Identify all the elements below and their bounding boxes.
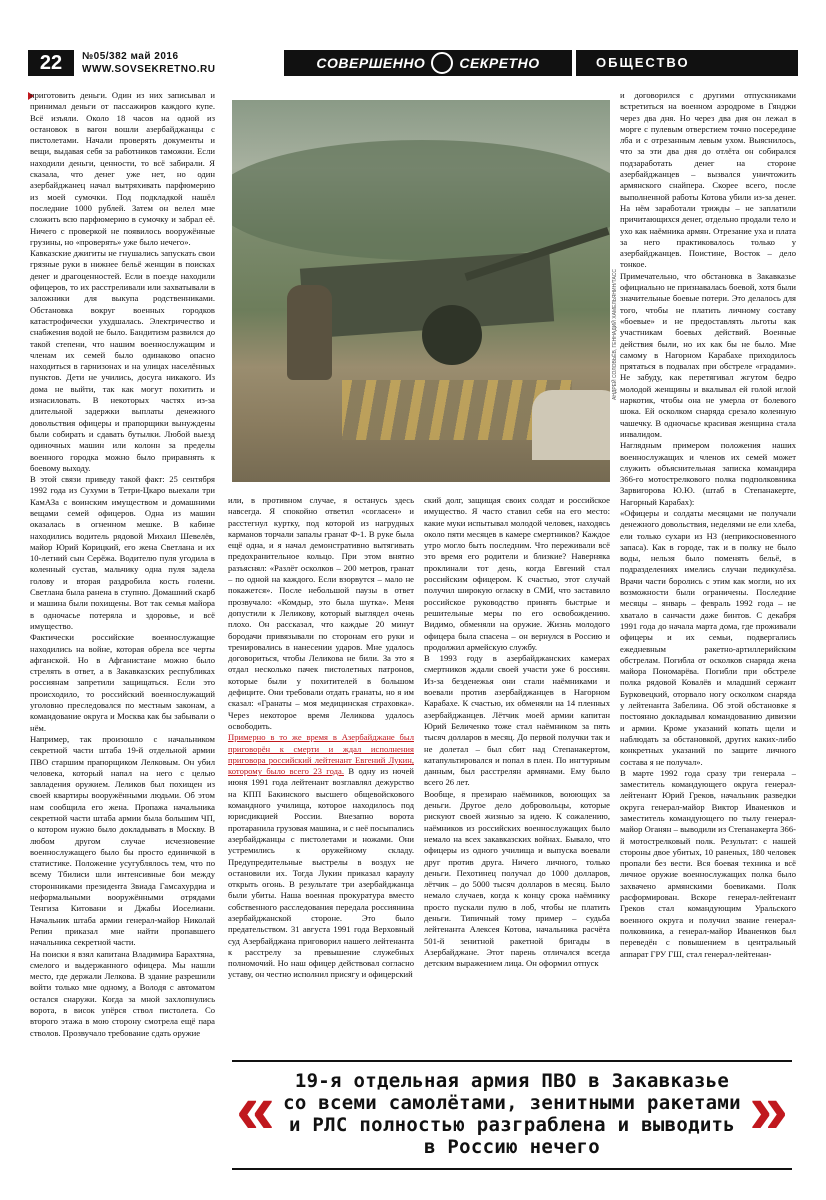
issue-info (82, 50, 215, 76)
brand-left: СОВЕРШЕННО (316, 55, 426, 71)
quote-close-icon: » (749, 1070, 788, 1148)
column-2-text-a: или, в противном случае, я останусь здесь навсегда. Я спокойно ответил «согласен» и расстегнул куртку, под которой из нагрудных карманов торчали запалы гранат Ф-1. В руке была ещё одна, и я начал демонстративно вытягивать предохранительное кольцо. При этом внятно разъяснял: «Разлёт осколков – 200 метров, гранат – по одной на каждого. Если взорвутся – мало не покажется». После небольшой паузы в ответ прозвучало: «Комдыр, это была шутка». Меня допустили к Леликову, который выглядел очень плохо. Он рассказал, что каждые 20 минут бородачи привязывали по сторонам его руки и тренировались в нанесении ударов. Мне удалось договориться, чтобы Леликова не били. За это я отдал несколько пачек пистолетных патронов, которые были у похитителей в большом дефиците. Они требовали отдать гранаты, но я им сказал: «Гранаты – моя медицинская страховка». Через некоторое время Леликова удалось освободить. (228, 495, 414, 731)
pull-quote-line: со всеми самолётами, зенитными ракетами (283, 1092, 741, 1114)
article-column-4: и договорился с другими отпускниками встретиться на военном аэродроме в Гянджи через два дня. Но через два дня он лежал в морге с пулевым отверстием точно посередине лба и с отрезанным левым ухом. Выяснилось, что за эти два дня до отлёта он собирался подзаработать денег на стороне азербайджанцев – вызвался уничтожить армянского снайпера. Скорее всего, после выполненной работы Котова убили из-за денег. На нём заработали трижды – не заплатили причитающихся денег, отдельно продали тело и ухо как наёмника армян. Отрезание уха и плата за него практиковалось только у азербайджанцев. Поистине, Восток – дело тонкое. Примечательно, что обстановка в Закавказье официально не признавалась боевой, хотя были значительные боевые потери. Это делалось для того, чтобы не платить личному составу «боевые» и не предоставлять льготы как участникам боевых действий. Военные действия были, но их как бы не было. Мне самому в Нагорном Карабахе приходилось прятаться в подвалах при обстреле «градами». Не забуду, как перетягивал жгутом бедро молодой женщины и вкалывал ей голой иглой наркотик, чтобы она не умерла от болевого шока. Ей осколком снаряда срезало коленную чашечку. В одночасье красивая женщина стала инвалидом. Наглядным примером положения наших военнослужащих и членов их семей может служить объяснительная записка командира 366-го мотострелкового полка подполковника Зарвигорова Ю.Ю. (штаб в Степанакерте, Нагорный Карабах): «Офицеры и солдаты месяцами не получали денежного довольствия, неделями не ели хлеба, ели только сухари из НЗ (неприкосновенного запаса). Как в городе, так и в полку не было воды, нельзя было поменять бельё, в подразделениях имелись случаи педикулёза. Врачи части боролись с этим как могли, но их возможности были ограничены. Последние месяцы – январь – февраль 1992 года – не хватало в санчасти даже бинтов. С декабря 1991 года до начала марта дома, где проживали офицеры и их семьи, подвергались ежедневным ракетно-артиллерийским обстрелам. Погибла от осколков снаряда жена майора Пономарёва. Погибли при обстреле полка рядовой Ковалёв и младший сержант Бурковецкий, оторвало ногу осколком снаряда у лейтенанта Забелина. Об этой обстановке я постоянно докладывал командованию дивизии и армии. Кроме указаний копать щели и наблюдать за обстановкой, других каких-либо конкретных указаний по защите личного состава я не получал». В марте 1992 года сразу три генерала – заместитель командующего округа генерал-лейтенант Юрий Греков, начальник разведки округа генерал-майор Виктор Иваненков и заместитель командующего по тылу генерал-майор Оганян – выводили из Степанакерта 366-й мотострелковый полк. Результат: с нашей стороны двое убитых, 10 раненых, 180 человек пропали без вести. Вся боевая техника и всё личное оружие военнослужащих полка было захвачено армянскими боевиками. Полк расформирован. Вскоре генерал-лейтенант Греков стал командующим Уральского военного округа и получил звание генерал-полковника, а генерал-майор Иваненков был переведён с повышением в центральный аппарат ГРУ ГШ, стал генерал-лейтенан- (620, 90, 796, 959)
highlighted-sentence: Примерно в то же время в Азербайджане был приговорён к смерти и ждал исполнения приговора российский лейтенант Евгений Лукин, которому было всего 23 года. (228, 732, 414, 777)
photo-credit: АНДРЕЙ СОЛОВЬЁВ, ГЕННАДИЙ ХАМЕЛЬЯНИН/ТАСС (612, 269, 618, 400)
website-link[interactable]: WWW.SOVSEKRETNO.RU (82, 64, 216, 75)
article-column-3: ский долг, защищая своих солдат и российское имущество. Я часто ставил себя на его место: какие муки испытывал молодой человек, находясь около пяти месяцев в камере смертников? Каждое утро могло быть последним. Что переживали всё это время его родители и близкие? Наверняка проклинали тот день, когда Евгений стал российским офицером. К счастью, этот случай получил широкую огласку в СМИ, что заставило российское руководство принять быстрые и решительные меры по его освобождению. Видимо, обменяли на оружие. Жизнь молодого офицера была спасена – он вернулся в Россию и продолжил армейскую службу. В 1993 году в азербайджанских камерах смертников ждали своей участи уже 6 россиян. Из-за безденежья они стали наёмниками и воевали против азербайджанцев в Нагорном Карабахе. К счастью, их обменяли на 14 пленных азербайджанцев. Лётчик моей армии капитан Юрий Беличенко тоже стал наёмником за пять тысяч долларов в месяц. До первой получки так и не долетал – был сбит над Степанакертом, катапультировался и попал в плен. По ингтурным данным, был расстрелян армянами. Ему было всего 26 лет. Вообще, я презираю наёмников, воюющих за деньги. Другое дело добровольцы, которые рискуют своей жизнью за идею. К сожалению, наёмников из российских военнослужащих было немало на всех закавказских войнах. Бывало, что офицеры из одного училища и выпуска воевали друг против друга. Ничего личного, только деньги. Пехотинец получал до 1000 долларов, лётчик – до 5000 тысяч долларов в месяц. Было немало случаев, когда к концу срока наёмнику просто пускали пулю в лоб, чтобы не платить деньги. Типичный тому пример – судьба лейтенанта Алексея Котова, начальника расчёта 501-й зенитной ракетной бригады в Азербайджане. Этот парень отличался всегда детским выражением лица. Он оформил отпуск (424, 495, 610, 969)
brand-logo (284, 50, 572, 76)
section-title: ОБЩЕСТВО (576, 50, 798, 76)
column-2-text-b: В одну из ночей июня 1991 года лейтенант возглавлял дежурство на КПП Бакинского высшего общевойскового командного училища, которое находилось под юрисдикцией России. Внезапно ворота протаранила грузовая машина, и с неё посыпались азербайджанцы с пистолетами и ножами. Они устремились к оружейному складу. Предупредительные выстрелы в воздух не остановили их. Тогда Лукин приказал караулу открыть огонь. В результате три азербайджанца были убиты. Наша военная прокуратура вместо собственного расследования передала россиянина азербайджанской стороне. Это было предательством. 31 августа 1991 года Верховный суд Азербайджана приговорил нашего лейтенанта к расстрелу за превышение служебных полномочий. Но наш офицер действовал согласно уставу, он честно исполнил присягу и офицерский (228, 766, 414, 980)
issue-number: №05/382 май 2016 (82, 51, 179, 62)
quote-open-icon: « (236, 1070, 275, 1148)
pull-quote-banner (232, 1060, 792, 1170)
article-photo (232, 100, 610, 482)
page-number: 22 (28, 50, 74, 76)
pull-quote-line: и РЛС полностью разграблена и выводить (288, 1114, 736, 1136)
article-column-1: приготовить деньги. Один из них записывал и принимал деньги от пассажиров каждого купе. Всё изъяли. Около 18 часов на одной из остановок в вагон вошли азербайджанцы с пистолетами. Начали проверять документы и вещи, выдавая себя за работников таможни. Если находили деньги, ценности, то всё забирали. Я сказала, что денег уже нет, но один азербайджанец начал вытряхивать парфюмерию из моей сумочки. Под подкладкой нашёл последние 1000 рублей. Затем он велел мне сложить всю парфюмерию в сумочку и забрал её. Ничего с проверкой не появилось вооружённые грузины, но «проверять» уже было нечего». Кавказские джигиты не гнушались запускать свои грязные руки в нижнее бельё женщин в поисках денег и драгоценностей. Если в поезде находили офицеров, то их расстреливали или захватывали в заложники для выкупа родственниками. Обстановка вокруг военных городков катастрофически ухудшалась. Электричество и снабжения водой не было. Бандитизм развился до такой степени, что нашим военнослужащим и членам их семей было одинаково опасно находиться в гарнизонах и на улицах населённых пунктов. Дети не учились, досуга никакого. Из дома не выйти, так как могут похитить и изнасиловать. В некоторых частях из-за длительной задержки выплаты денежного довольствия офицеры и прапорщики вынуждены были собирать и сдавать бутылки. Любой выезд одиночных машин или колонн за пределы военного городка можно было приравнять к боевому выходу. В этой связи приведу такой факт: 25 сентября 1992 года из Сухуми в Тетри-Цкаро выехали три КамАЗа с воинским имуществом и домашними вещами семей офицеров. Одна из машин оказалась в огненном мешке. В кабине находились водитель рядовой Михаил Шевелёв, майор Юрий Корицкий, его жена Светлана и их 10-летний сын Серёжа. Водителю пуля угодила в коленный сустав, мальчику одна пуля задела голову и вторая раздробила кость голени. Светлана была ранена в ступню. Домашний скарб и машина были похищены. Вот так семья майора в одночасье потеряла и здоровье, и всё имущество. Фактически российские военнослужащие находились на войне, которая обрела все черты афганской. Но в Афганистане можно было стрелять в ответ, а в Закавказских республиках россиянам запретили защищаться. Если это происходило, то российский военнослужащий уголовно преследовался по местным законам, а командование округа и Москва как бы забывали о нём. Например, так произошло с начальником секретной части штаба 19-й отдельной армии ПВО старшим прапорщиком Лелковым. Он убил человека, который напал на него с целью завладения оружием. Леликов был похищен из своей квартиры вооружёнными людьми. Об этом нам сообщила его жена. Пропажа начальника секретной части штаба армии была большим ЧП, о котором нужно было докладывать в Москву. В любом другом случае исчезновение военнослужащего было бы просто единичкой в статистике. Положение усугублялось тем, что по всему Тбилиси шли интенсивные бои между сторонниками президента Звиада Гамсахурдиа и неформальными вооружёнными отрядами Тенгиза Китовани и Джабы Иоселиани. Начальник штаба армии генерал-майор Николай Репин приказал мне найти пропавшего начальника секретной части. На поиски я взял капитана Владимира Барахтяна, смелого и выдержанного офицера. Мы нашли место, где держали Лелкова. В здание разрешили войти только мне одному, а Володя с автоматом остался снаружи. Когда за мной захлопнулись ворота, в висок упёрся ствол пистолета. Со второго этажа в мою сторону смотрела ещё пара стволов. Прозвучало требование сдать оружие (30, 90, 215, 1038)
page-header (28, 50, 798, 76)
pull-quote-line: в Россию нечего (423, 1136, 601, 1158)
skull-emblem-icon (431, 52, 453, 74)
pull-quote-line: 19-я отдельная армия ПВО в Закавказье (294, 1070, 730, 1092)
pull-quote-text (272, 1070, 752, 1158)
brand-right: СЕКРЕТНО (459, 55, 540, 71)
article-column-2 (228, 495, 414, 1050)
